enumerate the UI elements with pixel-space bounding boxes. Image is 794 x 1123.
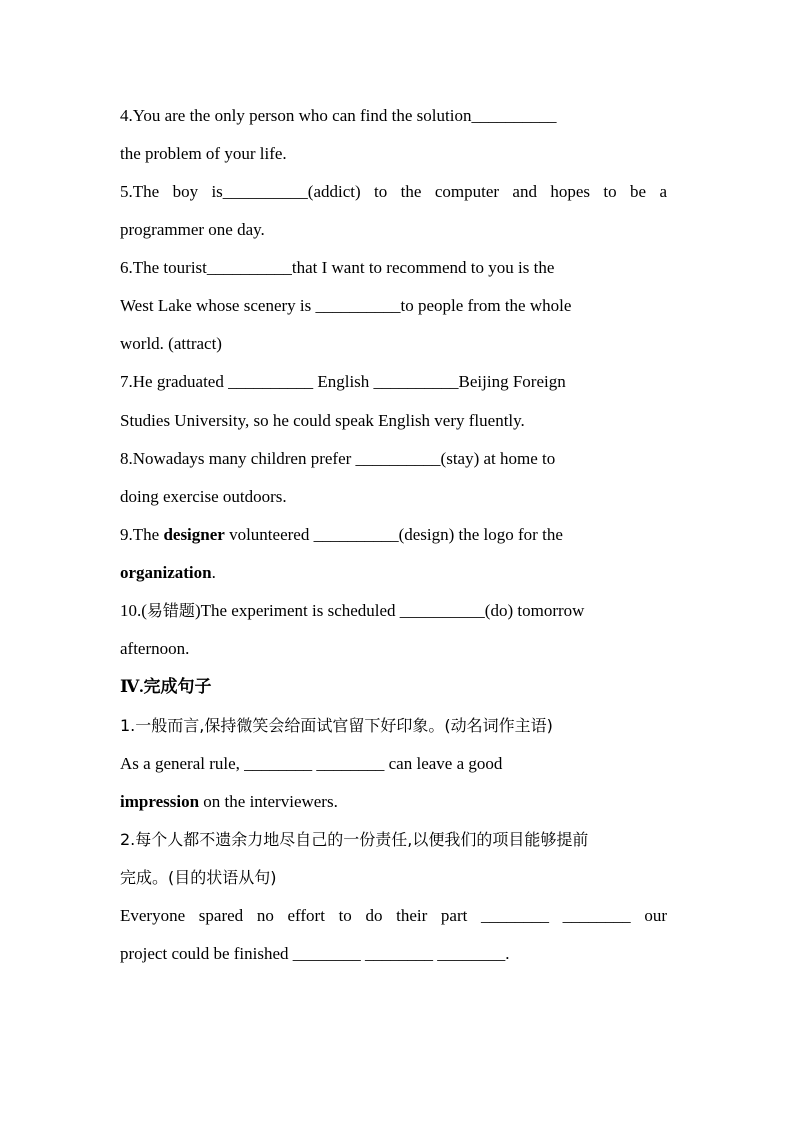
question-10-line-1 [120, 601, 667, 621]
question-9-prefix: 9.The [120, 525, 164, 544]
question-7-line-2: Studies University, so he could speak English very fluently. [120, 411, 525, 430]
question-4-line-1: 4.You are the only person who can find the solution__________ [120, 106, 557, 125]
section-heading: Ⅳ.完成句子 [120, 677, 212, 696]
question-10-line-2: afternoon. [120, 639, 190, 658]
sentence-2-chinese-line-1: 2.每个人都不遗余力地尽自己的一份责任,以便我们的项目能够提前 [120, 830, 589, 849]
question-9-bold-word: designer [163, 525, 225, 544]
sentence-2-line-2: project could be finished ________ ________ ________. [120, 944, 510, 963]
question-9-rest: volunteered __________(design) the logo for the [224, 525, 563, 544]
question-6-line-2: West Lake whose scenery is __________to people from the whole [120, 296, 572, 315]
question-4-line-2: the problem of your life. [120, 144, 287, 163]
sentence-1-line-2 [120, 792, 667, 812]
sentence-1-rest: on the interviewers. [199, 792, 338, 811]
question-6-line-1: 6.The tourist__________that I want to recommend to you is the [120, 258, 555, 277]
question-5-line-1: 5.The boy is__________(addict) to the computer and hopes to be a [120, 182, 667, 201]
sentence-2-chinese-line-2: 完成。(目的状语从句) [120, 868, 277, 887]
question-10-number: 10.( [120, 601, 147, 620]
question-9-line-1 [120, 525, 667, 545]
question-6-line-3: world. (attract) [120, 334, 222, 353]
question-8-line-2: doing exercise outdoors. [120, 487, 287, 506]
question-9-line-2 [120, 563, 667, 583]
question-8-line-1: 8.Nowadays many children prefer __________(stay) at home to [120, 449, 556, 468]
question-9-bold-word-2: organization [120, 563, 212, 582]
sentence-1-line-1: As a general rule, ________ ________ can leave a good [120, 754, 503, 773]
sentence-1-chinese: 1.一般而言,保持微笑会给面试官留下好印象。(动名词作主语) [120, 716, 553, 735]
question-5-line-2: programmer one day. [120, 220, 265, 239]
sentence-1-bold-word: impression [120, 792, 200, 811]
question-10-tag: 易错题 [146, 601, 195, 620]
sentence-2-line-1: Everyone spared no effort to do their part ________ ________ our [120, 906, 667, 925]
question-7-line-1: 7.He graduated __________ English __________Beijing Foreign [120, 372, 566, 391]
question-9-end: . [211, 563, 216, 582]
question-10-rest: )The experiment is scheduled __________(do) tomorrow [194, 601, 585, 620]
